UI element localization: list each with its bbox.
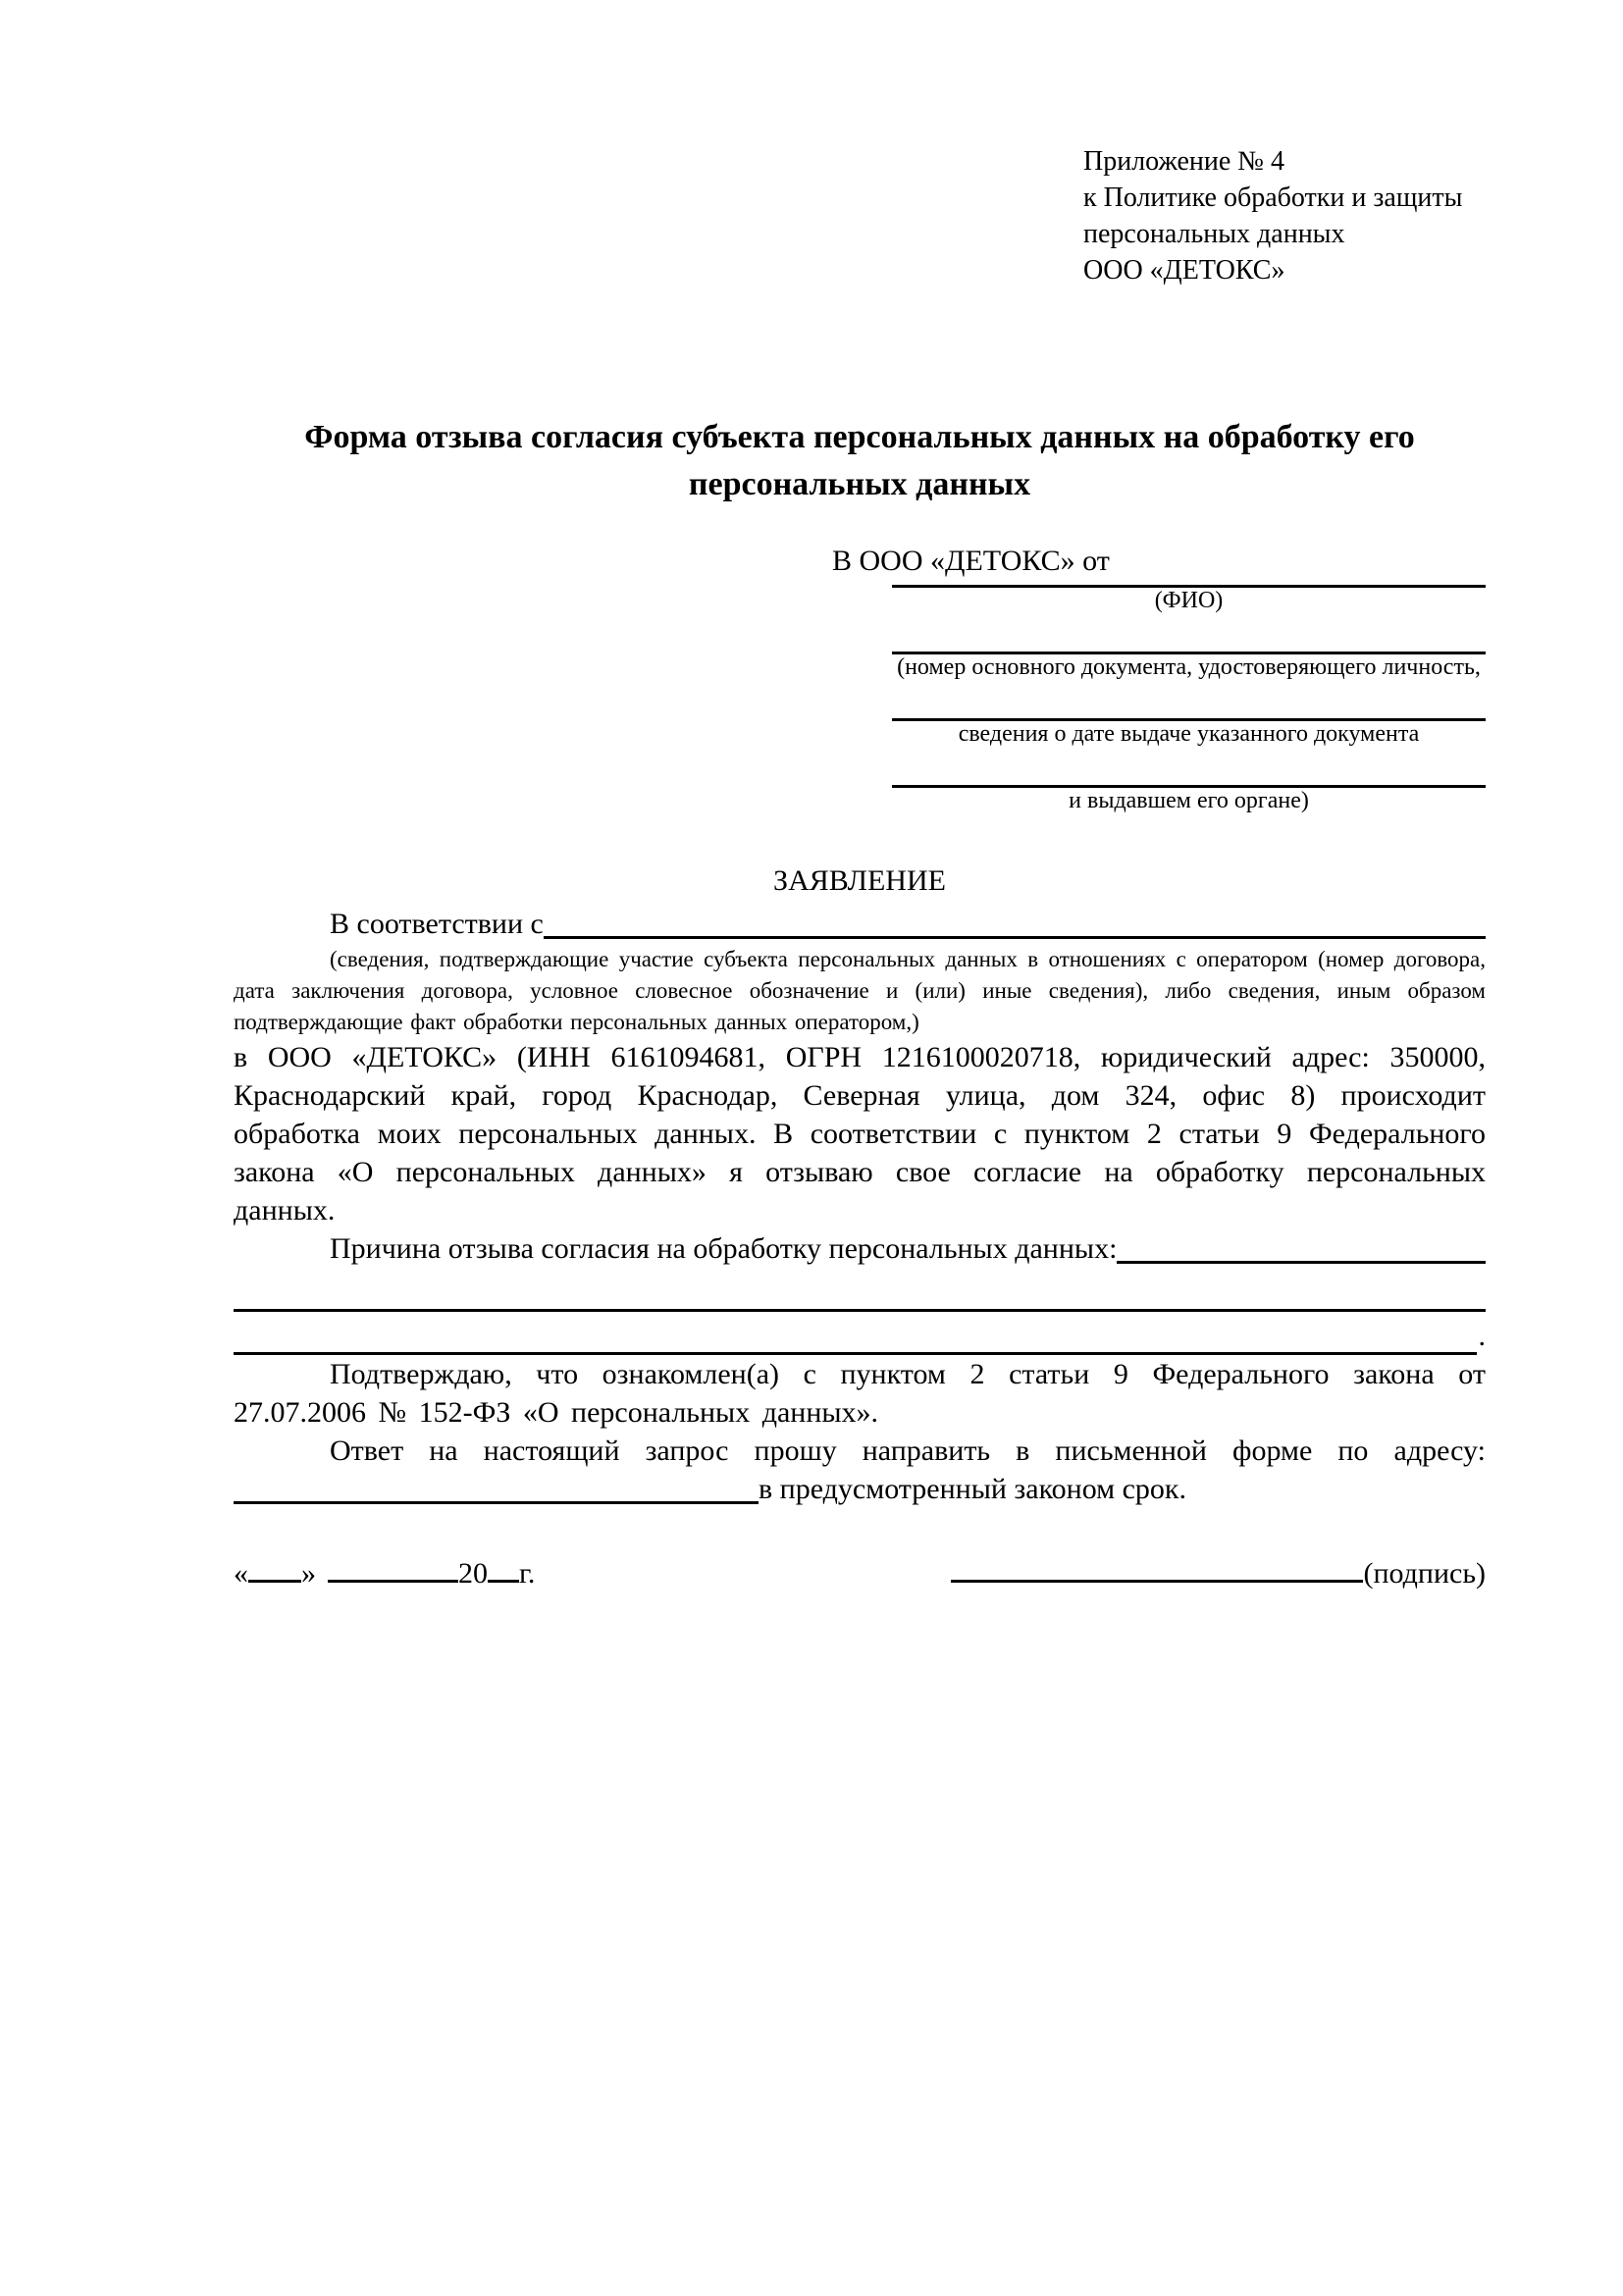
fio-field-caption: (ФИО) bbox=[1154, 588, 1224, 613]
document-title: Форма отзыва согласия субъекта персональных данных на обработку его персональных данных bbox=[304, 419, 1415, 502]
year-prefix: 20 bbox=[458, 1557, 488, 1590]
reason-line bbox=[234, 1229, 1486, 1269]
date-part bbox=[234, 1554, 535, 1592]
day-field-line[interactable] bbox=[248, 1554, 301, 1583]
appendix-line: к Политике обработки и защиты bbox=[1083, 183, 1463, 213]
reply-address-line bbox=[234, 1470, 1486, 1509]
accordance-field-line[interactable] bbox=[544, 936, 1486, 939]
reply-request-line: Ответ на настоящий запрос прошу направить в письменной форме по адресу: bbox=[330, 1435, 1486, 1467]
month-field-line[interactable] bbox=[328, 1554, 458, 1583]
document-content bbox=[234, 0, 1486, 1592]
accordance-prefix: В соответствии с bbox=[330, 908, 544, 940]
issuing-authority-field-caption: и выдавшем его органе) bbox=[1069, 788, 1309, 813]
confirm-paragraph: Подтверждаю, что ознакомлен(а) с пунктом 2 статьи 9 Федерального закона от 27.07.2006 № 152-ФЗ «О персональных данных». bbox=[234, 1358, 1486, 1429]
document-number-field-line[interactable] bbox=[892, 614, 1486, 654]
reason-blank-line-1[interactable] bbox=[234, 1309, 1486, 1312]
blank-line-period: . bbox=[1478, 1320, 1486, 1352]
issuing-authority-field-line[interactable] bbox=[892, 748, 1486, 788]
appendix-line: Приложение № 4 bbox=[1083, 146, 1284, 177]
fio-field bbox=[892, 579, 1486, 614]
fio-field-line[interactable] bbox=[892, 579, 1486, 588]
reply-address-field-line[interactable] bbox=[234, 1501, 759, 1504]
signature-part bbox=[951, 1554, 1486, 1592]
statement-heading: ЗАЯВЛЕНИЕ bbox=[773, 864, 946, 897]
main-paragraph: в ООО «ДЕТОКС» (ИНН 6161094681, ОГРН 1216100020718, юридический адрес: 350000, Краснодарский край, город Краснодар, Северная улица, дом 324, офис 8) происходит обработка моих персональных данных. В соответствии с пунктом 2 статьи 9 Федерального закона «О персональных данных» я отзываю свое согласие на обработку персональных данных. bbox=[234, 1041, 1486, 1226]
small-note: (сведения, подтверждающие участие субъекта персональных данных в отношениях с оператором (номер договора, дата заключения договора, условное словесное обозначение и (или) иные сведения), либо сведения, иным образом подтверждающие факт обработки персональных данных оператором,) bbox=[234, 947, 1486, 1034]
reason-blank-row-1 bbox=[234, 1269, 1486, 1312]
reply-suffix: в предусмотренный законом срок. bbox=[759, 1473, 1186, 1505]
signature-caption: (подпись) bbox=[1363, 1557, 1486, 1590]
appendix-line: ООО «ДЕТОКС» bbox=[1083, 255, 1285, 286]
addressee-to-line: В ООО «ДЕТОКС» от bbox=[832, 545, 1110, 577]
appendix-block bbox=[1083, 143, 1486, 288]
issue-date-field-line[interactable] bbox=[892, 681, 1486, 721]
year-suffix: г. bbox=[519, 1557, 536, 1590]
date-signature-row bbox=[234, 1554, 1486, 1592]
signature-field-line[interactable] bbox=[951, 1554, 1363, 1583]
appendix-line: персональных данных bbox=[1083, 219, 1345, 249]
accordance-line bbox=[234, 905, 1486, 944]
issuing-authority-field bbox=[892, 748, 1486, 814]
document-number-field-caption: (номер основного документа, удостоверяющего личность, bbox=[897, 654, 1481, 680]
day-close-quote: » bbox=[301, 1557, 316, 1590]
issue-date-field bbox=[892, 681, 1486, 748]
year-field-line[interactable] bbox=[488, 1554, 519, 1583]
day-open-quote: « bbox=[234, 1557, 248, 1590]
reason-field-line[interactable] bbox=[1117, 1261, 1486, 1264]
issue-date-field-caption: сведения о дате выдаче указанного документа bbox=[958, 721, 1420, 747]
document-number-field bbox=[892, 614, 1486, 681]
addressee-fields bbox=[892, 579, 1486, 814]
reason-blank-row-2 bbox=[234, 1312, 1486, 1355]
reason-prefix: Причина отзыва согласия на обработку персональных данных: bbox=[330, 1232, 1118, 1265]
